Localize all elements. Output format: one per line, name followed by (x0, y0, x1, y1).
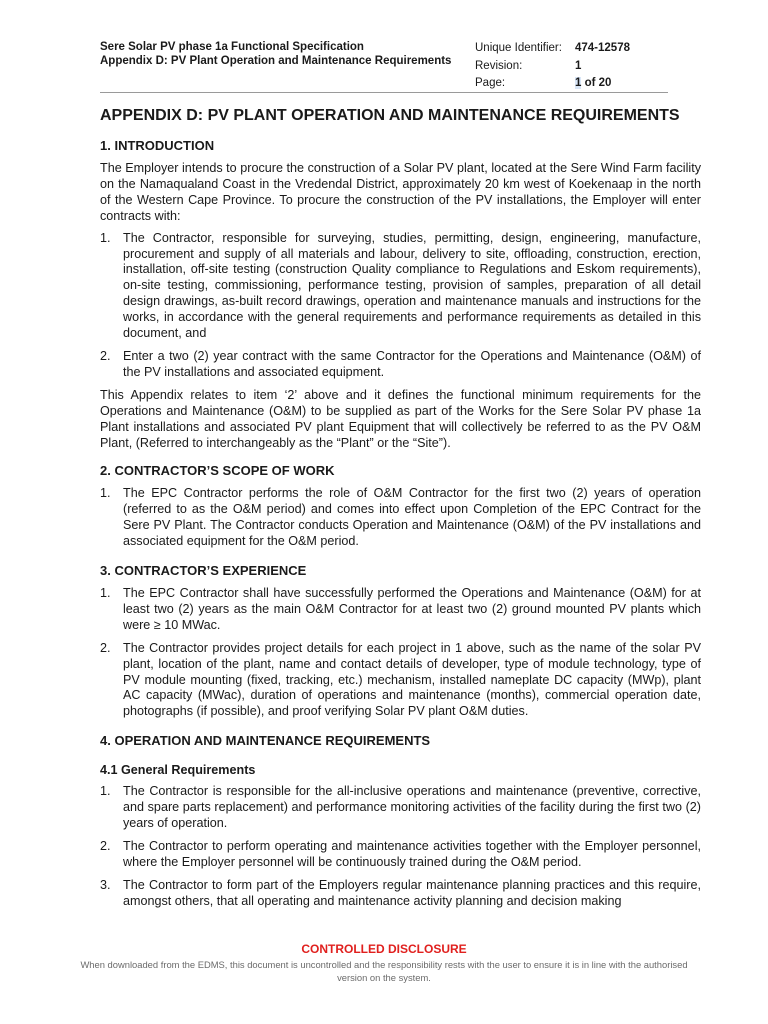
subsection-heading-general: 4.1 General Requirements (100, 763, 256, 778)
header-title-line2: Appendix D: PV Plant Operation and Maintenance Requirements (100, 55, 452, 67)
footer-disclaimer: When downloaded from the EDMS, this document is uncontrolled and the responsibility rests with the user to ensure it is in line with the authorised version on the system. (80, 959, 688, 983)
list-text: The Contractor is responsible for the all-inclusive operations and maintenance (preventive, corrective, and spare parts replacement) and performance monitoring activities of the facility during the first two (2) years of operation. (123, 784, 701, 831)
list-item (100, 641, 701, 721)
list-text: The EPC Contractor performs the role of O&M Contractor for the first two (2) years of operation (referred to as the O&M period) and comes into effect upon Completion of the EPC Contract for the Sere PV Plant. The Contractor conducts Operation and Maintenance (O&M) of the PV installations and associated equipment for the O&M period. (123, 486, 701, 549)
intro-paragraph: The Employer intends to procure the construction of a Solar PV plant, located at the Sere Wind Farm facility on the Namaqualand Coast in the Vredendal District, approximately 20 km west of Koekenaap in the north of the Western Cape Province. To procure the construction of the PV installations, the Employer will enter contracts with: (100, 161, 701, 223)
header-title-block (100, 40, 462, 68)
uid-label: Unique Identifier: (475, 42, 562, 54)
appendix-scope-paragraph: This Appendix relates to item ‘2’ above and it defines the functional minimum requirements for the Operations and Maintenance (O&M) to be supplied as part of the Works for the Sere Solar PV phase 1a Plant installations and associated PV plant Equipment that will collectively be referred to as the PV O&M Plant, (Referred to interchangeably as the “Plant” or the “Site”). (100, 387, 701, 450)
list-item (100, 349, 701, 381)
document-header (100, 40, 668, 93)
list-number: 1. (100, 230, 111, 245)
list-number: 1. (100, 586, 111, 601)
header-page-row (475, 75, 668, 93)
list-text: The Contractor provides project details for each project in 1 above, such as the name of the solar PV plant, location of the plant, name and contact details of developer, type of module technology, type of PV module mounting (fixed, tracking, etc.) mechanism, installed nameplate DC capacity (MWp), plant AC capacity (MWac), duration of operations and maintenance (months), commercial operation date, photographs (if possible), and proof verifying Solar PV plant O&M duties. (123, 640, 701, 719)
experience-list (100, 586, 701, 720)
list-item (100, 486, 701, 550)
document-footer (80, 942, 688, 984)
header-title-line1: Sere Solar PV phase 1a Functional Specification (100, 41, 364, 53)
page-total: of 20 (581, 77, 612, 89)
document-title: APPENDIX D: PV PLANT OPERATION AND MAINTENANCE REQUIREMENTS (100, 107, 680, 124)
list-text: The EPC Contractor shall have successfully performed the Operations and Maintenance (O&M) for at least two (2) years as the main O&M Contractor for at least two (2) ground mounted PV plants which were ≥ 10 MWac. (123, 586, 701, 632)
uid-value: 474-12578 (575, 42, 630, 54)
page-value (575, 75, 611, 93)
list-text: The Contractor to form part of the Employers regular maintenance planning practices and this require, amongst others, that all operating and maintenance activity planning and decision making (123, 877, 701, 908)
section-heading-om-requirements: 4. OPERATION AND MAINTENANCE REQUIREMENTS (100, 733, 431, 749)
section-heading-introduction: 1. INTRODUCTION (100, 138, 215, 153)
document-body (100, 106, 701, 916)
list-text: Enter a two (2) year contract with the same Contractor for the Operations and Maintenance (O&M) of the PV installations and associated equipment. (123, 348, 701, 379)
header-uid-row (475, 40, 668, 58)
list-number: 2. (100, 348, 111, 363)
header-meta-block (475, 40, 668, 93)
list-item (100, 784, 701, 832)
section-heading-experience: 3. CONTRACTOR’S EXPERIENCE (100, 563, 307, 579)
scope-list (100, 486, 701, 550)
list-number: 2. (100, 640, 111, 655)
list-item (100, 231, 701, 342)
intro-list (100, 231, 701, 381)
revision-value: 1 (575, 59, 582, 72)
list-item (100, 839, 701, 871)
list-text: The Contractor to perform operating and maintenance activities together with the Employer personnel, where the Employer personnel will be continuously trained during the O&M period. (123, 839, 701, 869)
list-item (100, 878, 701, 910)
page-current: 1 (575, 77, 582, 89)
list-text: The Contractor, responsible for surveying, studies, permitting, design, engineering, manufacture, procurement and supply of all materials and labour, delivery to site, offloading, construction, erection, installation, off-site testing (construction Quality compliance to Regulations and Eskom requirements), on-site testing, commissioning, performance testing, provision of samples, preparation of all detail design drawings, as-built record drawings, operation and maintenance manuals and instructions for the works, in accordance with the general requirements and performance requirements as detailed in this document, and (123, 230, 701, 341)
controlled-disclosure-label: CONTROLLED DISCLOSURE (301, 942, 467, 956)
list-number: 3. (100, 877, 111, 892)
general-requirements-list (100, 784, 701, 909)
header-revision-row (475, 58, 668, 76)
list-number: 2. (100, 839, 111, 853)
list-item (100, 586, 701, 634)
revision-label: Revision: (475, 59, 523, 72)
list-number: 1. (100, 784, 111, 799)
list-number: 1. (100, 486, 111, 501)
page-label: Page: (475, 77, 506, 89)
section-heading-scope: 2. CONTRACTOR’S SCOPE OF WORK (100, 463, 335, 479)
